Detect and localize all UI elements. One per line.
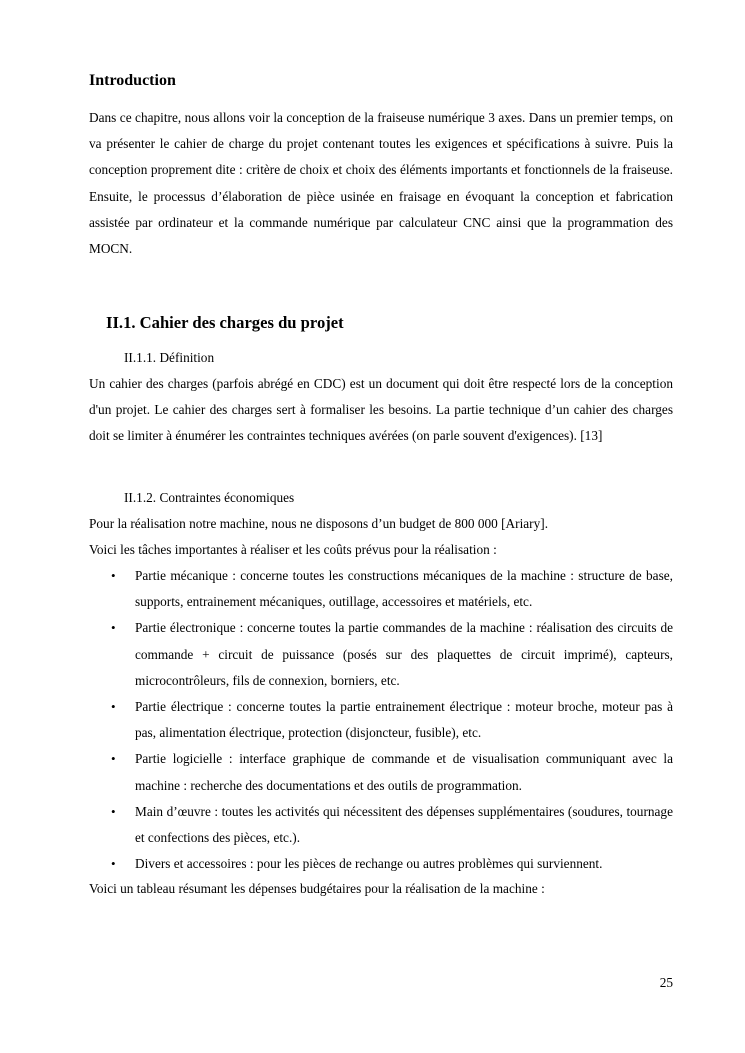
introduction-heading: Introduction xyxy=(89,72,176,89)
list-item xyxy=(89,615,673,694)
table-intro-sentence: Voici un tableau résumant les dépenses budgétaires pour la réalisation de la machine : xyxy=(89,881,545,896)
budget-sentence: Pour la réalisation notre machine, nous ne disposons d’un budget de 800 000 [Ariary]. xyxy=(89,516,549,531)
list-item-text: Partie logicielle : interface graphique de commande et de visualisation communiquant avec la machine : recherche des documentations et des outils de programmation. xyxy=(135,751,673,793)
introduction-paragraph: Dans ce chapitre, nous allons voir la conception de la fraiseuse numérique 3 axes. Dans un premier temps, on va présenter le cahier de charge du projet contenant toutes les exigences et spécifications à suivre. Puis la conception proprement dite : critère de choix et choix des éléments importants et fonctionnels de la fraiseuse. Ensuite, le processus d’élaboration de pièce usinée en fraisage en évoquant la conception et fabrication assistée par ordinateur et la commande numérique par calculateur CNC ainsi que la programmation des MOCN. xyxy=(89,110,673,257)
section-heading: II.1. Cahier des charges du projet xyxy=(106,313,344,332)
list-item xyxy=(89,851,673,877)
bullet-icon: • xyxy=(111,803,116,819)
list-item-text: Partie mécanique : concerne toutes les constructions mécaniques de la machine : structure de base, supports, entrainement mécaniques, outillage, accessoires et matériels, etc. xyxy=(135,568,673,610)
bullet-icon: • xyxy=(111,699,116,715)
page-number: 25 xyxy=(659,975,673,990)
tasks-intro-sentence: Voici les tâches importantes à réaliser et les coûts prévus pour la réalisation : xyxy=(89,542,497,557)
economic-constraints-heading: II.1.2. Contraintes économiques xyxy=(124,490,295,505)
bullet-icon: • xyxy=(111,856,116,872)
list-item xyxy=(89,563,673,615)
list-item xyxy=(89,694,673,746)
bullet-icon: • xyxy=(111,751,116,767)
list-item xyxy=(89,799,673,851)
definition-paragraph: Un cahier des charges (parfois abrégé en CDC) est un document qui doit être respecté lors de la conception d'un projet. Le cahier des charges sert à formaliser les besoins. La partie technique d’un cahier des charges doit se limiter à énumérer les contraintes techniques avérées (on parle souvent d'exigences). [13] xyxy=(89,376,673,444)
tasks-bullet-list xyxy=(89,563,673,877)
bullet-icon: • xyxy=(111,620,116,636)
list-item-text: Partie électrique : concerne toutes la partie entrainement électrique : moteur broche, moteur pas à pas, alimentation électrique, protection (disjoncteur, fusible), etc. xyxy=(135,699,673,741)
list-item-text: Main d’œuvre : toutes les activités qui nécessitent des dépenses supplémentaires (soudures, tournage et confections des pièces, etc.). xyxy=(135,803,673,846)
list-item xyxy=(89,746,673,798)
bullet-icon: • xyxy=(111,568,116,583)
list-item-text: Partie électronique : concerne toutes la partie commandes de la machine : réalisation des circuits de commande + circuit de puissance (posés sur des plaquettes de circuit imprimé), capteurs, microcontrôleurs, fils de connexion, borniers, etc. xyxy=(135,620,673,688)
definition-heading: II.1.1. Définition xyxy=(124,350,215,365)
list-item-text: Divers et accessoires : pour les pièces de rechange ou autres problèmes qui surviennent. xyxy=(135,856,603,872)
